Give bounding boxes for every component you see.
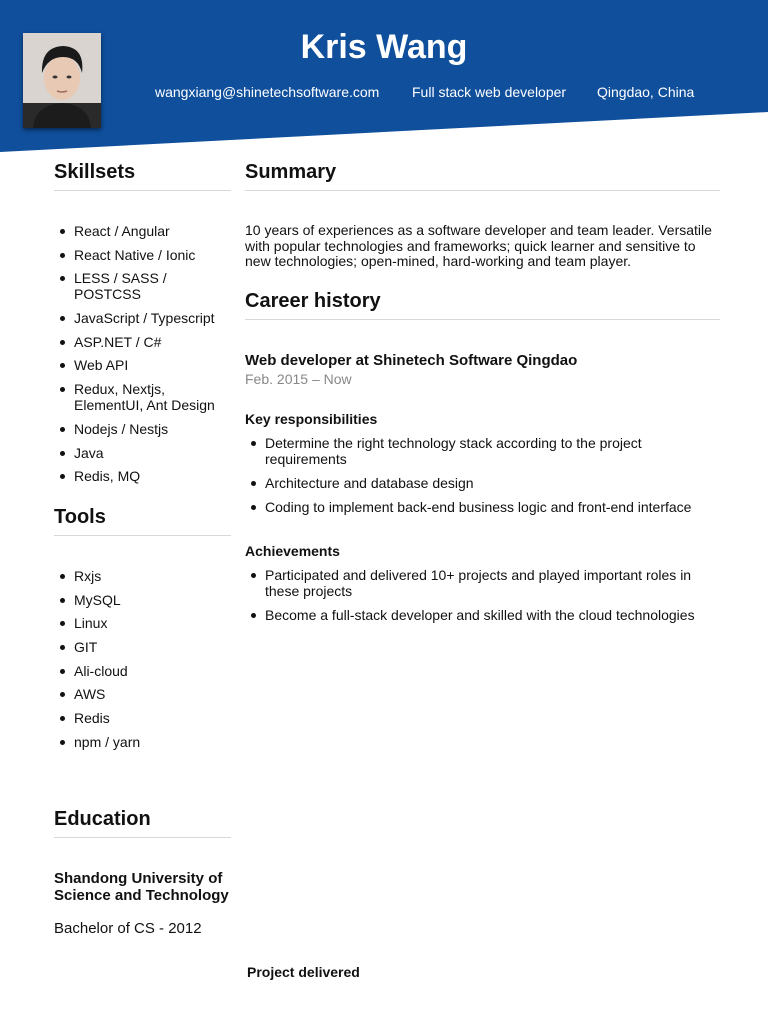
email-text: wangxiang@shinetechsoftware.com <box>155 84 380 100</box>
responsibilities-heading: Key responsibilities <box>245 411 378 427</box>
career-heading: Career history <box>245 290 720 320</box>
job-dates: Feb. 2015 – Now <box>245 371 352 387</box>
list-item: Redis <box>54 710 231 726</box>
summary-heading: Summary <box>245 161 720 191</box>
list-item: ASP.NET / C# <box>54 334 231 350</box>
list-item: Determine the right technology stack according to the project requirements <box>245 435 720 467</box>
skillsets-heading: Skillsets <box>54 161 231 191</box>
list-item: Linux <box>54 615 231 631</box>
list-item: Redis, MQ <box>54 468 231 484</box>
education-school: Shandong University of Science and Technology <box>54 870 229 904</box>
job-title-text: Full stack web developer <box>412 84 567 100</box>
tools-list <box>54 568 231 758</box>
job-position: Web developer at Shinetech Software Qingdao <box>245 352 578 369</box>
achievements-heading: Achievements <box>245 543 340 559</box>
education-heading: Education <box>54 808 231 838</box>
list-item: npm / yarn <box>54 734 231 750</box>
list-item: MySQL <box>54 592 231 608</box>
achievements-list <box>245 567 720 631</box>
candidate-name: Kris Wang <box>300 28 468 66</box>
list-item: Architecture and database design <box>245 475 720 491</box>
skillsets-list <box>54 223 231 492</box>
summary-text: 10 years of experiences as a software developer and team leader. Versatile with popular technologies and frameworks; quick learner and sensitive to new technologies; open-mined, hard-working and team player. <box>245 222 712 269</box>
education-degree: Bachelor of CS - 2012 <box>54 920 202 937</box>
list-item: LESS / SASS / POSTCSS <box>54 270 231 302</box>
list-item: Nodejs / Nestjs <box>54 421 231 437</box>
list-item: GIT <box>54 639 231 655</box>
list-item: Coding to implement back-end business logic and front-end interface <box>245 499 720 515</box>
list-item: React Native / Ionic <box>54 247 231 263</box>
list-item: Java <box>54 445 231 461</box>
tools-heading: Tools <box>54 506 231 536</box>
header-banner <box>0 0 768 160</box>
list-item: Ali-cloud <box>54 663 231 679</box>
list-item: Redux, Nextjs, ElementUI, Ant Design <box>54 381 231 413</box>
list-item: Web API <box>54 357 231 373</box>
list-item: Become a full-stack developer and skilled with the cloud technologies <box>245 607 720 623</box>
list-item: JavaScript / Typescript <box>54 310 231 326</box>
list-item: React / Angular <box>54 223 231 239</box>
location-text: Qingdao, China <box>597 84 695 100</box>
list-item: AWS <box>54 686 231 702</box>
list-item: Rxjs <box>54 568 231 584</box>
responsibilities-list <box>245 435 720 522</box>
project-delivered-heading: Project delivered <box>247 964 360 980</box>
list-item: Participated and delivered 10+ projects and played important roles in these projects <box>245 567 720 599</box>
